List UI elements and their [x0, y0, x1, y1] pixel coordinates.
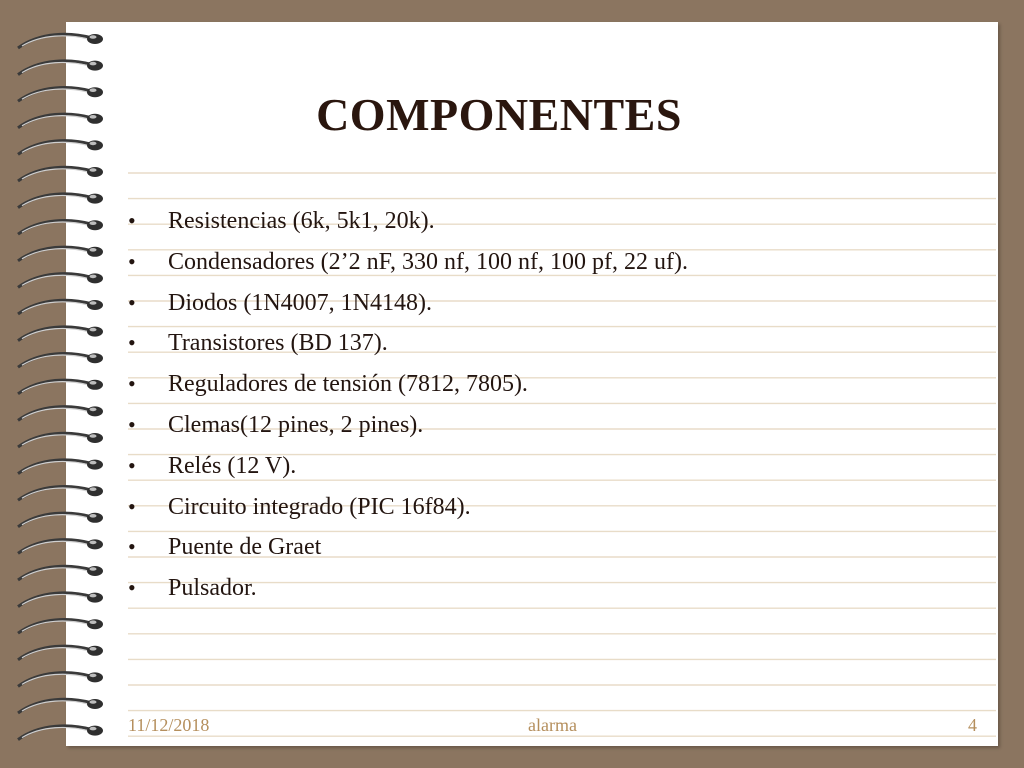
bullet-icon: • — [128, 289, 136, 315]
list-item — [128, 246, 688, 287]
list-item — [128, 450, 688, 491]
list-item — [128, 327, 688, 368]
list-item-text: Transistores (BD 137). — [168, 330, 388, 357]
list-item-text: Condensadores (2’2 nF, 330 nf, 100 nf, 100 pf, 22 uf). — [168, 248, 689, 275]
list-item-text: Puente de Graet — [168, 534, 322, 561]
bullet-icon: • — [128, 248, 136, 274]
list-item-text: Diodos (1N4007, 1N4148). — [168, 289, 432, 316]
list-item-text: Pulsador. — [168, 575, 257, 602]
list-item — [128, 531, 688, 572]
list-item-text: Relés (12 V). — [168, 452, 297, 479]
bullet-icon: • — [128, 452, 136, 478]
list-item-text: Clemas(12 pines, 2 pines). — [168, 411, 424, 438]
list-item — [128, 287, 688, 328]
list-item — [128, 205, 688, 246]
slide-title: COMPONENTES — [316, 89, 682, 140]
page-number: 4 — [968, 715, 977, 735]
list-item — [128, 368, 688, 409]
footer-title: alarma — [528, 715, 577, 735]
list-item-text: Reguladores de tensión (7812, 7805). — [168, 371, 528, 398]
bullet-icon: • — [128, 411, 136, 437]
bullet-icon: • — [128, 208, 136, 233]
bullet-icon: • — [128, 534, 136, 560]
bullet-icon: • — [128, 493, 136, 519]
bullet-icon: • — [128, 371, 136, 397]
footer-date: 11/12/2018 — [128, 715, 210, 735]
bullet-icon: • — [128, 330, 136, 356]
list-item-text: Resistencias (6k, 5k1, 20k). — [168, 208, 435, 234]
list-item — [128, 572, 688, 613]
component-list — [128, 205, 688, 613]
list-item — [128, 491, 688, 532]
list-item-text: Circuito integrado (PIC 16f84). — [168, 493, 471, 520]
bullet-icon: • — [128, 575, 136, 601]
spiral-binding-icon — [0, 0, 120, 768]
list-item — [128, 409, 688, 450]
